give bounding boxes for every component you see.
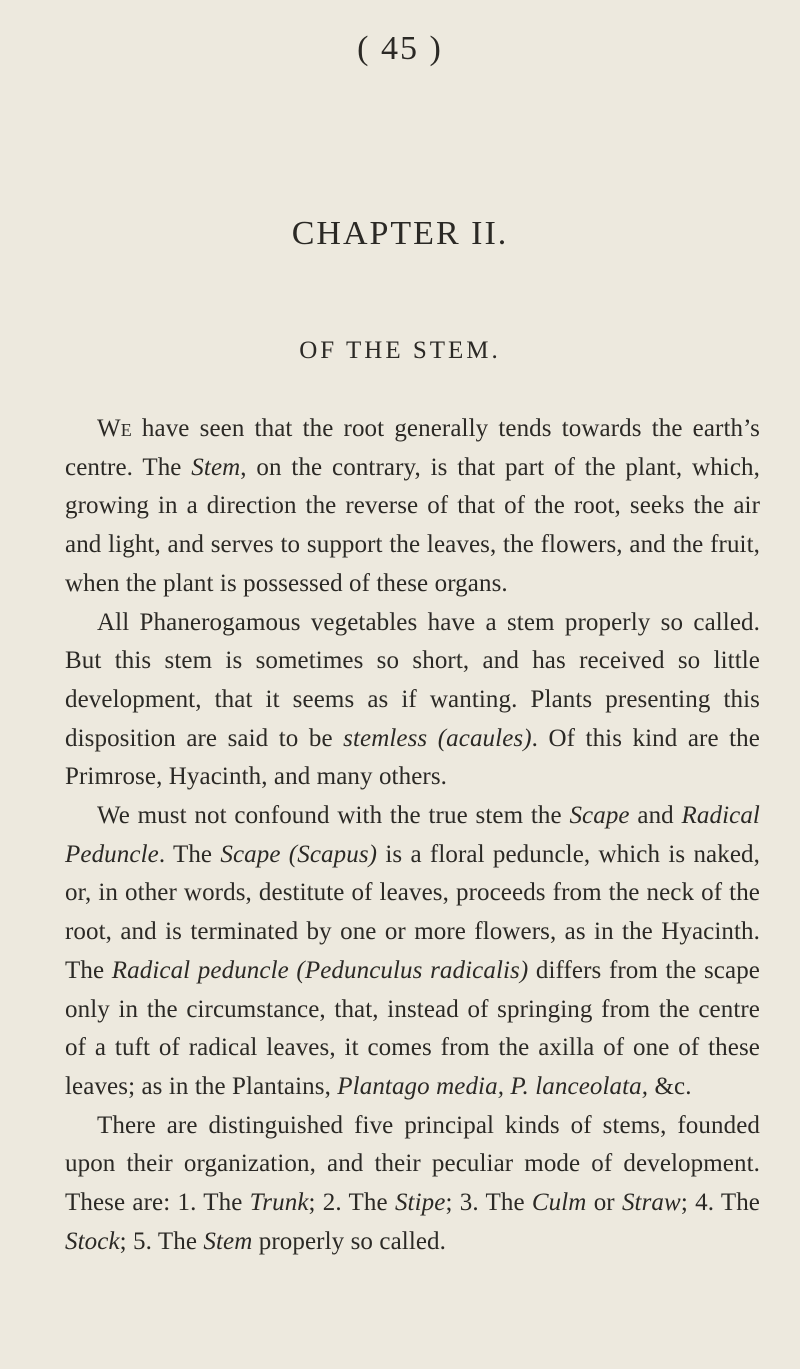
text-run: differs from the scape only in the circumstance, that, instead of springing from the centre of a tuft of radical leaves, it comes from the axilla of one of these leaves; as in the Plantains,	[65, 956, 760, 1100]
page-number: ( 45 )	[357, 30, 443, 67]
paragraph	[65, 797, 760, 1107]
italic-text: Straw	[621, 1189, 681, 1217]
italic-text: Stipe	[394, 1189, 446, 1217]
small-caps-text: We	[97, 415, 132, 442]
italic-text: Radical peduncle (Pedunculus radicalis)	[111, 956, 529, 984]
paragraph	[65, 1107, 760, 1262]
text-run: ; 3. The	[445, 1189, 532, 1217]
text-run: ; 5. The	[119, 1227, 204, 1255]
italic-text: Stock	[65, 1227, 120, 1255]
italic-text: Plantago media, P. lanceolata,	[337, 1072, 649, 1100]
italic-text: Scape	[569, 802, 630, 830]
text-run: There are distinguished five principal kinds of stems, founded upon their organization, and their peculiar mode of development. These are: 1. The	[65, 1111, 760, 1217]
text-run: have seen that the root generally tends towards the earth’s centre. The	[65, 415, 760, 481]
text-run: We must not confound with the true stem the	[97, 802, 570, 830]
text-run: All Phanerogamous vegetables have a stem properly so called. But this stem is sometimes so short, and has received so little development, that it seems as if wanting. Plants presenting this disposition are said to be	[65, 608, 760, 752]
text-run: &c.	[648, 1072, 692, 1100]
text-run: properly so called.	[252, 1227, 447, 1255]
text-run: and	[629, 802, 682, 830]
text-run: . The	[158, 840, 221, 868]
italic-text: Culm	[531, 1189, 587, 1217]
italic-text: Stem	[203, 1227, 253, 1255]
paragraph	[65, 410, 760, 604]
paragraph	[65, 604, 760, 798]
text-run: , on the contrary, is that part of the plant, which, growing in a direction the reverse of that of the root, seeks the air and light, and serves to support the leaves, the flowers, and the fruit, when the plant is possessed of these organs.	[65, 453, 760, 597]
chapter-title: CHAPTER II.	[291, 215, 509, 252]
text-run: . Of this kind are the Primrose, Hyacinth, and many others.	[65, 724, 760, 791]
italic-text: Radical Peduncle	[65, 802, 760, 868]
italic-text: Scape (Scapus)	[220, 840, 378, 868]
text-run: ; 4. The	[680, 1189, 760, 1217]
text-run: is a floral peduncle, which is naked, or, in other words, destitute of leaves, proceeds from the neck of the root, and is terminated by one or more flowers, as in the Hyacinth. The	[65, 840, 760, 984]
italic-text: Trunk	[249, 1189, 309, 1217]
italic-text: Stem	[191, 453, 241, 481]
body-text	[65, 410, 760, 1261]
italic-text: stemless (acaules)	[343, 724, 532, 752]
section-title: OF THE STEM.	[299, 337, 501, 364]
text-run: ; 2. The	[308, 1189, 395, 1217]
text-run: or	[586, 1189, 622, 1217]
